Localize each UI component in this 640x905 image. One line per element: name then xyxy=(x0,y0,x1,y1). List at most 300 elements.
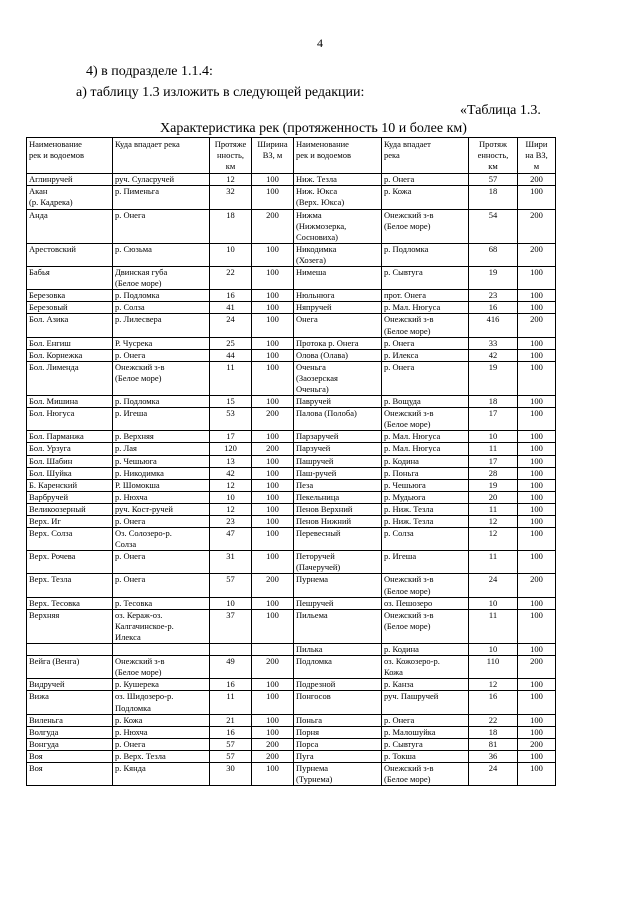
flows-into-cell: р. Верхняя xyxy=(113,431,210,443)
zone-width-m-cell: 200 xyxy=(252,408,294,431)
flows-into-cell: р. Лилесвера xyxy=(113,314,210,337)
river-name-cell: Вонгуда xyxy=(27,738,113,750)
river-name-cell: Палова (Полоба) xyxy=(294,408,382,431)
river-name-cell: Пурнема (Турнема) xyxy=(294,762,382,785)
zone-width-m-cell: 100 xyxy=(518,691,556,714)
table-row xyxy=(27,551,556,574)
river-name-cell: Бол. Корнежка xyxy=(27,349,113,361)
length-km-cell: 42 xyxy=(210,467,252,479)
river-name-cell: Павручей xyxy=(294,396,382,408)
length-km-cell: 18 xyxy=(210,209,252,243)
flows-into-cell: р. Лая xyxy=(113,443,210,455)
flows-into-cell: р. Канза xyxy=(382,679,469,691)
zone-width-m-cell: 200 xyxy=(252,209,294,243)
zone-width-m-cell: 100 xyxy=(518,290,556,302)
length-km-cell: 10 xyxy=(210,491,252,503)
zone-width-m-cell: 100 xyxy=(252,691,294,714)
zone-width-m-cell: 200 xyxy=(252,574,294,597)
zone-width-m-cell: 100 xyxy=(252,467,294,479)
flows-into-cell: р. Кожа xyxy=(113,714,210,726)
length-km-cell: 36 xyxy=(469,750,518,762)
river-name-cell: Петоручей (Пачеручей) xyxy=(294,551,382,574)
length-km-cell: 30 xyxy=(210,762,252,785)
river-name-cell: Нижма (Нижмозерка, Сосновиха) xyxy=(294,209,382,243)
length-km-cell: 18 xyxy=(469,726,518,738)
river-name-cell: Бол. Азика xyxy=(27,314,113,337)
table-row xyxy=(27,349,556,361)
table-row xyxy=(27,656,556,679)
table-row xyxy=(27,431,556,443)
length-km-cell: 15 xyxy=(210,396,252,408)
zone-width-m-cell: 200 xyxy=(252,738,294,750)
river-name-cell: Вейга (Венга) xyxy=(27,656,113,679)
length-km-cell: 24 xyxy=(469,574,518,597)
river-name-cell: Никодимка (Хозега) xyxy=(294,243,382,266)
flows-into-cell: р. Онега xyxy=(382,361,469,395)
flows-into-cell: р. Онега xyxy=(113,209,210,243)
zone-width-m-cell: 100 xyxy=(518,726,556,738)
zone-width-m-cell: 100 xyxy=(252,186,294,209)
table-row xyxy=(27,762,556,785)
flows-into-cell: р. Мудьюга xyxy=(382,491,469,503)
zone-width-m-cell: 100 xyxy=(518,467,556,479)
river-name-cell: Березовка xyxy=(27,290,113,302)
flows-into-cell: р. Кушерека xyxy=(113,679,210,691)
river-name-cell: Пилька xyxy=(294,644,382,656)
length-km-cell: 12 xyxy=(210,503,252,515)
table-row xyxy=(27,516,556,528)
river-name-cell: Пешручей xyxy=(294,597,382,609)
river-name-cell: Пуга xyxy=(294,750,382,762)
flows-into-cell: р. Чешьюга xyxy=(382,479,469,491)
flows-into-cell: р. Илекса xyxy=(382,349,469,361)
length-km-cell: 16 xyxy=(469,302,518,314)
zone-width-m-cell: 100 xyxy=(518,186,556,209)
zone-width-m-cell: 100 xyxy=(518,396,556,408)
flows-into-cell: р. Игеша xyxy=(382,551,469,574)
zone-width-m-cell: 100 xyxy=(252,714,294,726)
river-name-cell: Анда xyxy=(27,209,113,243)
flows-into-cell: р. Кожа xyxy=(382,186,469,209)
header-mouth-left: Куда впадает река xyxy=(113,138,210,174)
table-row xyxy=(27,528,556,551)
flows-into-cell: р. Поньга xyxy=(382,467,469,479)
flows-into-cell: Р. Чусрека xyxy=(113,337,210,349)
length-km-cell: 13 xyxy=(210,455,252,467)
length-km-cell: 17 xyxy=(469,408,518,431)
river-name-cell: Подрезной xyxy=(294,679,382,691)
zone-width-m-cell: 100 xyxy=(518,349,556,361)
river-name-cell: Виленьга xyxy=(27,714,113,726)
zone-width-m-cell: 200 xyxy=(518,243,556,266)
table-row xyxy=(27,479,556,491)
flows-into-cell: Онежский з-в (Белое море) xyxy=(382,314,469,337)
zone-width-m-cell: 100 xyxy=(518,267,556,290)
zone-width-m-cell: 100 xyxy=(518,431,556,443)
table-row xyxy=(27,314,556,337)
flows-into-cell: р. Онега xyxy=(113,574,210,597)
flows-into-cell: р. Нюхча xyxy=(113,726,210,738)
length-km-cell: 16 xyxy=(210,726,252,738)
length-km-cell: 11 xyxy=(210,361,252,395)
flows-into-cell: руч. Суласручей xyxy=(113,174,210,186)
zone-width-m-cell: 100 xyxy=(252,503,294,515)
zone-width-m-cell: 100 xyxy=(252,396,294,408)
flows-into-cell: р. Онега xyxy=(382,174,469,186)
zone-width-m-cell: 100 xyxy=(252,314,294,337)
header-width-right: Шири на ВЗ, м xyxy=(518,138,556,174)
river-name-cell: Бол. Енгиш xyxy=(27,337,113,349)
river-name-cell: Бол. Урзуга xyxy=(27,443,113,455)
river-name-cell: Бабья xyxy=(27,267,113,290)
length-km-cell: 11 xyxy=(210,691,252,714)
table-row xyxy=(27,691,556,714)
zone-width-m-cell: 100 xyxy=(518,609,556,643)
length-km-cell: 12 xyxy=(469,516,518,528)
flows-into-cell: р. Подломка xyxy=(382,243,469,266)
length-km-cell: 17 xyxy=(469,455,518,467)
zone-width-m-cell: 100 xyxy=(518,361,556,395)
zone-width-m-cell: 100 xyxy=(518,750,556,762)
zone-width-m-cell xyxy=(252,644,294,656)
flows-into-cell: оз. Кераж-оз. Калгачинское-р. Илекса xyxy=(113,609,210,643)
zone-width-m-cell: 100 xyxy=(518,644,556,656)
table-row xyxy=(27,396,556,408)
river-name-cell: Бол. Парманжа xyxy=(27,431,113,443)
zone-width-m-cell: 100 xyxy=(518,491,556,503)
length-km-cell: 57 xyxy=(469,174,518,186)
flows-into-cell: р. Нюхча xyxy=(113,491,210,503)
flows-into-cell: руч. Пашручей xyxy=(382,691,469,714)
river-name-cell: Нимеша xyxy=(294,267,382,290)
flows-into-cell: р. Верх. Тезла xyxy=(113,750,210,762)
length-km-cell: 12 xyxy=(469,528,518,551)
river-name-cell: Березовый xyxy=(27,302,113,314)
length-km-cell: 120 xyxy=(210,443,252,455)
river-name-cell: Воя xyxy=(27,750,113,762)
item-line: 4) в подразделе 1.1.4: xyxy=(86,64,213,79)
table-row xyxy=(27,186,556,209)
table-row xyxy=(27,337,556,349)
zone-width-m-cell: 100 xyxy=(518,551,556,574)
river-name-cell: Порня xyxy=(294,726,382,738)
length-km-cell: 11 xyxy=(469,443,518,455)
zone-width-m-cell: 100 xyxy=(252,349,294,361)
river-name-cell: Бол. Мишина xyxy=(27,396,113,408)
length-km-cell: 12 xyxy=(469,679,518,691)
flows-into-cell: р. Мал. Нюгуса xyxy=(382,443,469,455)
length-km-cell: 41 xyxy=(210,302,252,314)
flows-into-cell: р. Пименьга xyxy=(113,186,210,209)
header-length-right: Протяж енность, км xyxy=(469,138,518,174)
zone-width-m-cell: 100 xyxy=(252,762,294,785)
length-km-cell: 49 xyxy=(210,656,252,679)
flows-into-cell: Онежский з-в (Белое море) xyxy=(382,609,469,643)
river-name-cell: Великоозерный xyxy=(27,503,113,515)
zone-width-m-cell: 100 xyxy=(252,679,294,691)
flows-into-cell: р. Чешьюга xyxy=(113,455,210,467)
length-km-cell: 21 xyxy=(210,714,252,726)
length-km-cell: 18 xyxy=(469,396,518,408)
river-name-cell: Бол. Шабин xyxy=(27,455,113,467)
length-km-cell: 16 xyxy=(210,679,252,691)
length-km-cell: 17 xyxy=(210,431,252,443)
flows-into-cell: р. Малошуйка xyxy=(382,726,469,738)
table-row xyxy=(27,738,556,750)
length-km-cell: 25 xyxy=(210,337,252,349)
river-name-cell: Парзучей xyxy=(294,443,382,455)
table-row xyxy=(27,302,556,314)
header-length-left: Протяже нность, км xyxy=(210,138,252,174)
flows-into-cell: р. Ниж. Тезла xyxy=(382,503,469,515)
table-row xyxy=(27,361,556,395)
flows-into-cell: р. Мал. Нюгуса xyxy=(382,431,469,443)
zone-width-m-cell: 100 xyxy=(252,267,294,290)
river-name-cell: Б. Каренский xyxy=(27,479,113,491)
zone-width-m-cell: 100 xyxy=(252,361,294,395)
length-km-cell: 10 xyxy=(469,431,518,443)
zone-width-m-cell: 100 xyxy=(252,302,294,314)
flows-into-cell: р. Токша xyxy=(382,750,469,762)
river-name-cell: Акан (р. Кадрека) xyxy=(27,186,113,209)
flows-into-cell: р. Подломка xyxy=(113,396,210,408)
length-km-cell: 22 xyxy=(210,267,252,290)
table-row xyxy=(27,714,556,726)
flows-into-cell: Двинская губа (Белое море) xyxy=(113,267,210,290)
table-row xyxy=(27,174,556,186)
length-km-cell: 16 xyxy=(469,691,518,714)
flows-into-cell: р. Никодимка xyxy=(113,467,210,479)
zone-width-m-cell: 100 xyxy=(518,337,556,349)
zone-width-m-cell: 200 xyxy=(518,738,556,750)
zone-width-m-cell: 200 xyxy=(252,443,294,455)
length-km-cell: 19 xyxy=(469,267,518,290)
zone-width-m-cell: 100 xyxy=(518,408,556,431)
table-body xyxy=(27,174,556,786)
zone-width-m-cell: 100 xyxy=(252,551,294,574)
zone-width-m-cell: 100 xyxy=(252,455,294,467)
river-name-cell: Порса xyxy=(294,738,382,750)
table-row xyxy=(27,597,556,609)
length-km-cell: 22 xyxy=(469,714,518,726)
river-name-cell: Поньга xyxy=(294,714,382,726)
zone-width-m-cell: 100 xyxy=(252,726,294,738)
rivers-table xyxy=(26,137,556,786)
table-row xyxy=(27,726,556,738)
flows-into-cell: прот. Онега xyxy=(382,290,469,302)
zone-width-m-cell: 100 xyxy=(252,609,294,643)
flows-into-cell: Онежский з-в (Белое море) xyxy=(113,361,210,395)
length-km-cell: 416 xyxy=(469,314,518,337)
header-name-right: Наименование рек и водоемов xyxy=(294,138,382,174)
zone-width-m-cell: 100 xyxy=(252,174,294,186)
river-name-cell xyxy=(27,644,113,656)
flows-into-cell: р. Онега xyxy=(113,349,210,361)
zone-width-m-cell: 100 xyxy=(252,597,294,609)
flows-into-cell: р. Онега xyxy=(113,738,210,750)
flows-into-cell: Онежский з-в (Белое море) xyxy=(113,656,210,679)
flows-into-cell: р. Онега xyxy=(382,337,469,349)
river-name-cell: Парзаручей xyxy=(294,431,382,443)
river-name-cell: Пеза xyxy=(294,479,382,491)
river-name-cell: Пашручей xyxy=(294,455,382,467)
flows-into-cell: р. Сывтуга xyxy=(382,738,469,750)
flows-into-cell: р. Онега xyxy=(113,551,210,574)
length-km-cell: 81 xyxy=(469,738,518,750)
river-name-cell: Верх. Тесовка xyxy=(27,597,113,609)
flows-into-cell: Онежский з-в (Белое море) xyxy=(382,209,469,243)
table-row xyxy=(27,467,556,479)
river-name-cell: Бол. Нюгуса xyxy=(27,408,113,431)
length-km-cell: 23 xyxy=(469,290,518,302)
river-name-cell: Ниж. Тезла xyxy=(294,174,382,186)
length-km-cell: 24 xyxy=(469,762,518,785)
zone-width-m-cell: 100 xyxy=(252,243,294,266)
flows-into-cell: р. Сывтуга xyxy=(382,267,469,290)
river-name-cell: Подломка xyxy=(294,656,382,679)
flows-into-cell: р. Кодина xyxy=(382,455,469,467)
table-row xyxy=(27,491,556,503)
length-km-cell: 10 xyxy=(469,597,518,609)
river-name-cell: Олова (Олава) xyxy=(294,349,382,361)
flows-into-cell: р. Кодина xyxy=(382,644,469,656)
river-name-cell: Аглинручей xyxy=(27,174,113,186)
river-name-cell: Пенов Верхний xyxy=(294,503,382,515)
river-name-cell: Няпручей xyxy=(294,302,382,314)
zone-width-m-cell: 100 xyxy=(518,714,556,726)
table-row xyxy=(27,609,556,643)
zone-width-m-cell: 200 xyxy=(518,656,556,679)
length-km-cell: 12 xyxy=(210,479,252,491)
table-reference: «Таблица 1.3. xyxy=(460,103,541,118)
length-km-cell: 10 xyxy=(210,597,252,609)
flows-into-cell: р. Кянда xyxy=(113,762,210,785)
length-km-cell: 110 xyxy=(469,656,518,679)
zone-width-m-cell: 100 xyxy=(252,290,294,302)
table-row xyxy=(27,443,556,455)
flows-into-cell xyxy=(113,644,210,656)
table-row xyxy=(27,267,556,290)
length-km-cell: 24 xyxy=(210,314,252,337)
flows-into-cell: р. Сюзьма xyxy=(113,243,210,266)
header-name-left: Наименование рек и водоемов xyxy=(27,138,113,174)
table-row xyxy=(27,644,556,656)
length-km-cell: 57 xyxy=(210,574,252,597)
length-km-cell: 54 xyxy=(469,209,518,243)
header-mouth-right: Куда впадает река xyxy=(382,138,469,174)
length-km-cell: 33 xyxy=(469,337,518,349)
zone-width-m-cell: 100 xyxy=(252,516,294,528)
river-name-cell: Протока р. Онега xyxy=(294,337,382,349)
length-km-cell: 23 xyxy=(210,516,252,528)
table-row xyxy=(27,750,556,762)
flows-into-cell: р. Солза xyxy=(382,528,469,551)
length-km-cell: 11 xyxy=(469,609,518,643)
zone-width-m-cell: 100 xyxy=(252,479,294,491)
river-name-cell: Пекельница xyxy=(294,491,382,503)
river-name-cell: Арестовский xyxy=(27,243,113,266)
zone-width-m-cell: 200 xyxy=(518,209,556,243)
flows-into-cell: Оз. Солозеро-р. Солза xyxy=(113,528,210,551)
river-name-cell: Верх. Рочева xyxy=(27,551,113,574)
length-km-cell: 11 xyxy=(469,503,518,515)
river-name-cell: Ниж. Юкса (Верх. Юкса) xyxy=(294,186,382,209)
flows-into-cell: Онежский з-в (Белое море) xyxy=(382,574,469,597)
zone-width-m-cell: 100 xyxy=(518,597,556,609)
table-header-row xyxy=(27,138,556,174)
river-name-cell: Оченьга (Заозерская Оченьга) xyxy=(294,361,382,395)
river-name-cell: Верх. Иг xyxy=(27,516,113,528)
length-km-cell: 18 xyxy=(469,186,518,209)
subitem-line: а) таблицу 1.3 изложить в следующей редакции: xyxy=(76,85,365,100)
river-name-cell: Онега xyxy=(294,314,382,337)
table-row xyxy=(27,503,556,515)
flows-into-cell: р. Онега xyxy=(382,714,469,726)
zone-width-m-cell: 100 xyxy=(252,431,294,443)
length-km-cell: 10 xyxy=(469,644,518,656)
length-km-cell: 32 xyxy=(210,186,252,209)
river-name-cell: Варбручей xyxy=(27,491,113,503)
length-km-cell: 68 xyxy=(469,243,518,266)
zone-width-m-cell: 200 xyxy=(252,656,294,679)
zone-width-m-cell: 100 xyxy=(252,528,294,551)
length-km-cell: 47 xyxy=(210,528,252,551)
length-km-cell: 12 xyxy=(210,174,252,186)
flows-into-cell: оз. Кожозеро-р. Кожа xyxy=(382,656,469,679)
page-number: 4 xyxy=(317,36,323,50)
table-row xyxy=(27,290,556,302)
river-name-cell: Верх. Солза xyxy=(27,528,113,551)
river-name-cell: Видручей xyxy=(27,679,113,691)
zone-width-m-cell: 100 xyxy=(518,528,556,551)
river-name-cell: Верх. Тезла xyxy=(27,574,113,597)
zone-width-m-cell: 100 xyxy=(518,503,556,515)
length-km-cell: 44 xyxy=(210,349,252,361)
table-row xyxy=(27,209,556,243)
length-km-cell: 57 xyxy=(210,738,252,750)
zone-width-m-cell: 100 xyxy=(252,491,294,503)
flows-into-cell: руч. Кост-ручей xyxy=(113,503,210,515)
flows-into-cell: оз. Шидозеро-р. Подломка xyxy=(113,691,210,714)
river-name-cell: Воя xyxy=(27,762,113,785)
length-km-cell: 31 xyxy=(210,551,252,574)
flows-into-cell: р. Мал. Нюгуса xyxy=(382,302,469,314)
river-name-cell: Пенов Нижний xyxy=(294,516,382,528)
header-width-left: Ширина ВЗ, м xyxy=(252,138,294,174)
length-km-cell: 11 xyxy=(469,551,518,574)
flows-into-cell: р. Солза xyxy=(113,302,210,314)
length-km-cell: 42 xyxy=(469,349,518,361)
length-km-cell: 19 xyxy=(469,479,518,491)
flows-into-cell: р. Тесовка xyxy=(113,597,210,609)
zone-width-m-cell: 100 xyxy=(518,443,556,455)
river-name-cell: Понгосов xyxy=(294,691,382,714)
length-km-cell: 20 xyxy=(469,491,518,503)
length-km-cell: 19 xyxy=(469,361,518,395)
zone-width-m-cell: 200 xyxy=(518,314,556,337)
table-row xyxy=(27,574,556,597)
flows-into-cell: р. Подломка xyxy=(113,290,210,302)
flows-into-cell: оз. Пешозеро xyxy=(382,597,469,609)
zone-width-m-cell: 100 xyxy=(518,762,556,785)
zone-width-m-cell: 100 xyxy=(518,679,556,691)
zone-width-m-cell: 200 xyxy=(518,574,556,597)
length-km-cell: 10 xyxy=(210,243,252,266)
zone-width-m-cell: 100 xyxy=(518,455,556,467)
zone-width-m-cell: 100 xyxy=(518,302,556,314)
river-name-cell: Перевесный xyxy=(294,528,382,551)
table-title: Характеристика рек (протяженность 10 и более км) xyxy=(160,121,467,136)
